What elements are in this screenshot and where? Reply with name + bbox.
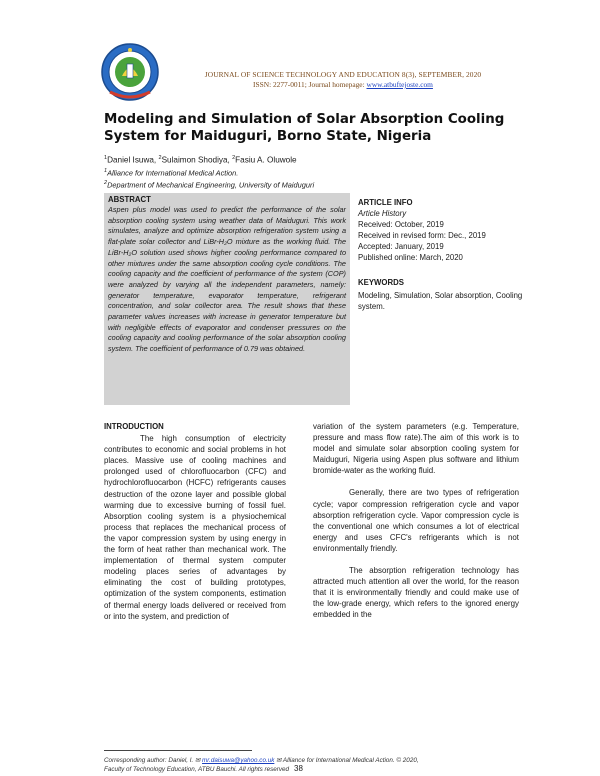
issn-homepage-line (163, 80, 523, 89)
accepted-date: Accepted: January, 2019 (358, 242, 444, 251)
article-info-heading: ARTICLE INFO (358, 198, 413, 207)
author-list: $^1$Daniel Isuwa, $^2$Sulaimon Shodiya, $^2$Fasiu A. Oluwole (104, 155, 297, 165)
paper-title: Modeling and Simulation of Solar Absorption Cooling System for Maiduguri, Borno State, Nigeria (104, 112, 505, 144)
keywords-heading: KEYWORDS (358, 278, 404, 287)
footer-corresponding-author: Corresponding author: Daniel, I. ✉ mr.daisuwa@yahoo.co.uk ✉ Alliance for International Medical Action. © 2020, (104, 757, 419, 764)
author-3: Fasiu A. Oluwole (235, 155, 297, 165)
intro-paragraph-3: Generally, there are two types of refrigeration cycle; vapor compression refrigeration cycle and vapor absorption refrigeration cycle. Vapor compression cycle is the conventional one which consumes a lot of electrical energy and uses CFC's refrigerants which is not environmentally friendly. (313, 488, 519, 553)
journal-header: JOURNAL OF SCIENCE TECHNOLOGY AND EDUCATION 8(3), SEPTEMBER, 2020 (204, 70, 482, 79)
article-history-label: Article History (358, 209, 407, 218)
footer-copyright: Faculty of Technology Education, ATBU Bauchi. All rights reserved 38 (104, 764, 303, 773)
revised-date: Received in revised form: Dec., 2019 (358, 231, 486, 240)
journal-homepage-link[interactable]: www.atbuftejoste.com (366, 80, 433, 89)
intro-paragraph-4: The absorption refrigeration technology has attracted much attention all over the world, for the reason that it is environmentally friendly and could make use of the low-grade energy, which refers to the ignored energy embedded in the (313, 566, 519, 620)
issn-text: ISSN: 2277-0011; Journal homepage: (253, 80, 367, 89)
body-column-right (313, 421, 519, 621)
affiliation-2: $^2$Department of Mechanical Engineering, University of Maiduguri (104, 180, 315, 190)
abstract-heading: ABSTRACT (108, 195, 151, 204)
received-date: Received: October, 2019 (358, 220, 444, 229)
author-1: Daniel Isuwa, (107, 155, 159, 165)
article-info (358, 197, 528, 263)
abstract-box (104, 193, 350, 405)
intro-paragraph-2: variation of the system parameters (e.g. Temperature, pressure and mass flow rate).The aim of this work is to model and simulate solar absorption cooling system for Maiduguri, Nigeria using Aspen plus software and lithium bromide-water as the working fluid. (313, 422, 519, 476)
author-2: Sulaimon Shodiya, (161, 155, 233, 165)
published-date: Published online: March, 2020 (358, 253, 463, 262)
keywords-text: Modeling, Simulation, Solar absorption, Cooling system. (358, 291, 523, 311)
abstract-text: Aspen plus model was used to predict the performance of the solar absorption cooling system using weather data of Maiduguri. This work simulates, analyze and optimize absorption refrigeration system using a flat-plate solar collector and LiBr-H₂O mixture as the working fluid. The LiBr-H₂O solution used shows higher cooling performance compared to other mixtures under the same absorption cooling cycle conditions. The cooling capacity and the coefficient of performance of the system (COP) were analyzed by varying all the independent parameters, namely: generator temperature, evaporator temperature, refrigerant concentration, and solar collector area. The result shows that these parameter values increases with increase in generator temperature but with negligible effects of evaporator and condenser pressures on the cooling capacity and cooling performance of the solar absorption cooling system. The coefficient of performance of 0.79 was obtained. (108, 205, 346, 354)
page-number: 38 (294, 764, 303, 773)
intro-paragraph-1: The high consumption of electricity contributes to economic and social problems in hot places. Massive use of cooling machines and prolonged used of chlorofluocarbon (CFC) and hydrochlorofluocarbon (HCFC) refrigerants causes destruction of the ozone layer and possible global warming due to excessive burning of fossil fuel. Absorption cooling system is a physiochemical process that replaces the mechanical process of the vapor compression system by using energy in the form of heat rather than mechanical work. The implementation of thermal system computer modeling places series of advantages by eliminating the cost of building prototypes, optimization of the system components, estimation of thermal energy loads delivered or received from or into the system, and prediction of (104, 434, 286, 621)
introduction-heading: INTRODUCTION (104, 422, 164, 431)
footer-divider (104, 750, 252, 751)
body-column-left (104, 421, 286, 622)
journal-logo-icon (100, 42, 160, 102)
author-email-link[interactable]: mr.daisuwa@yahoo.co.uk (202, 757, 275, 764)
affiliation-1: $^1$Alliance for International Medical Action. (104, 168, 239, 178)
